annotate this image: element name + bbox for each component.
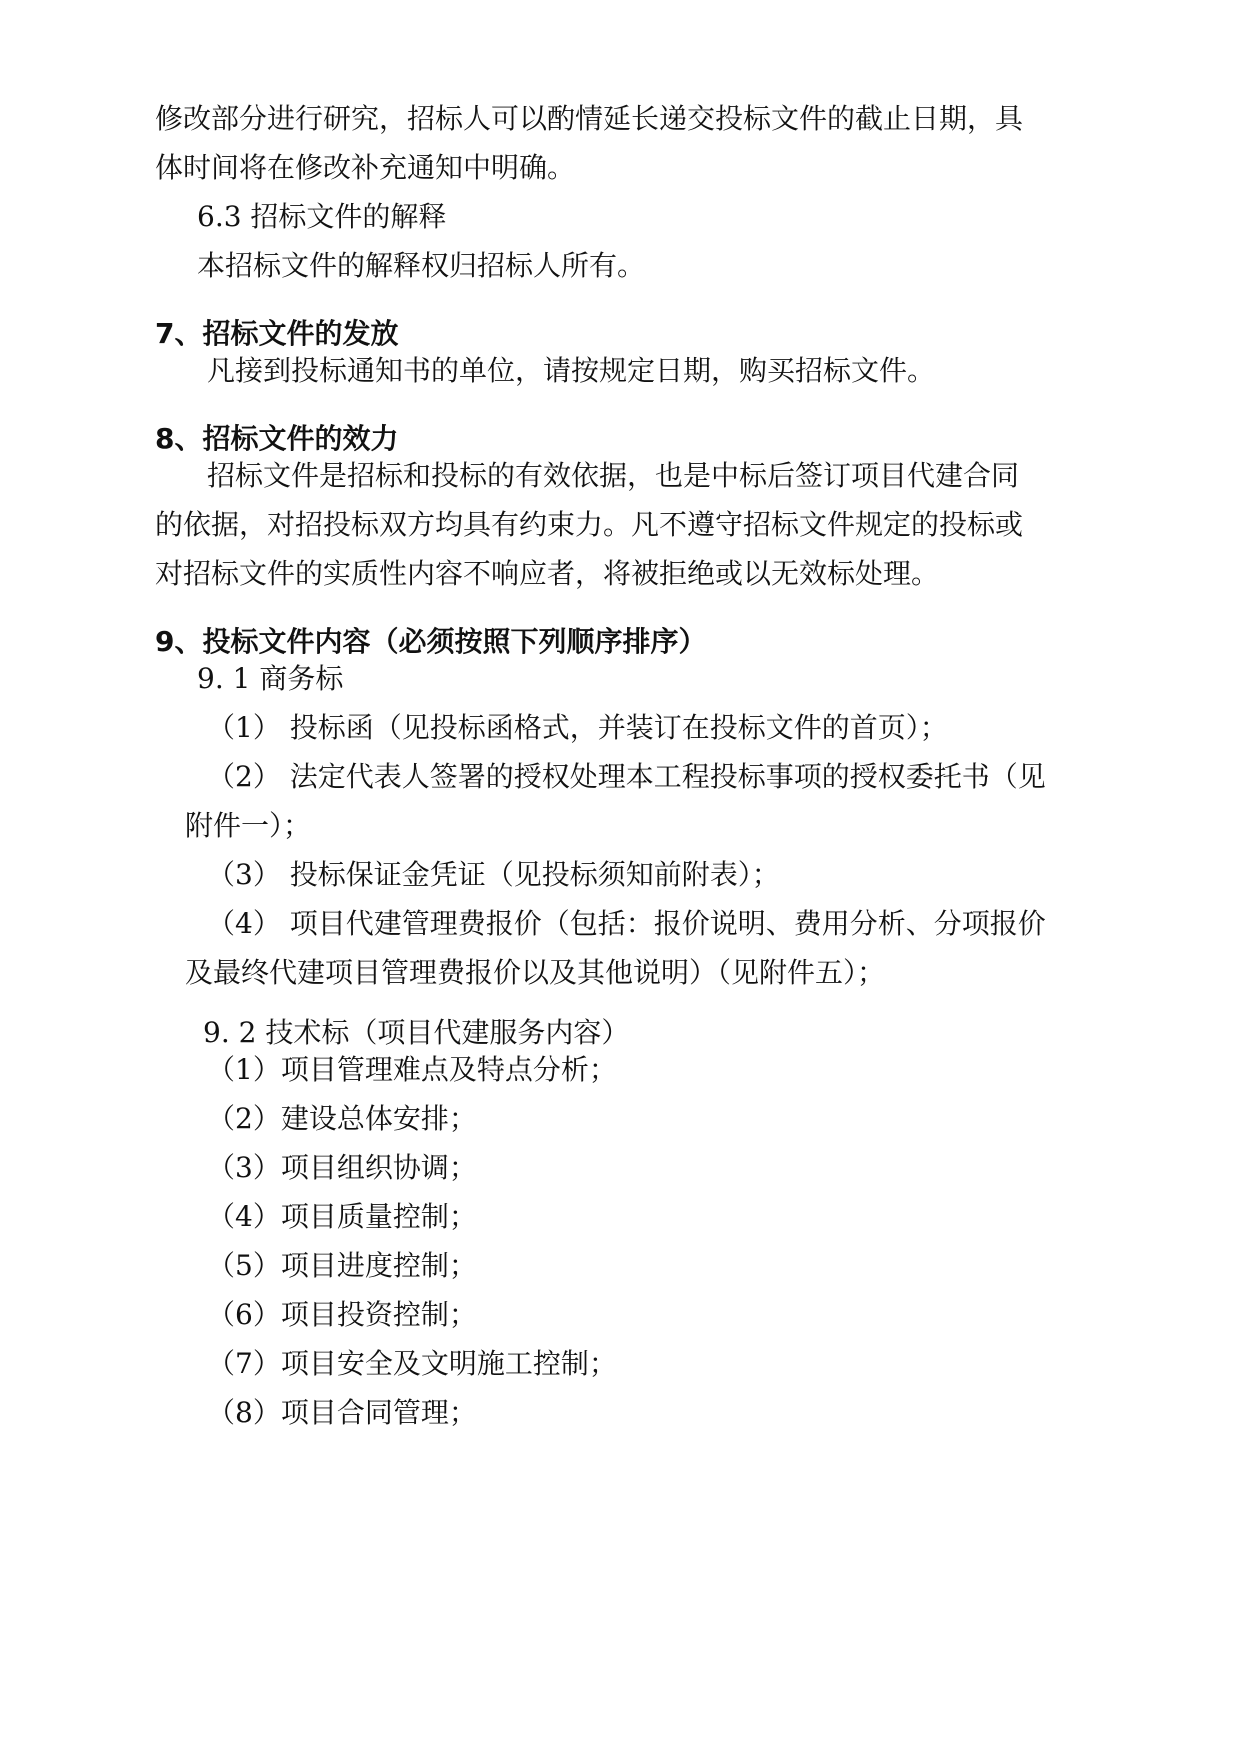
subsection-title: 9. 1 商务标 — [197, 662, 344, 695]
list-item-continuation: 及最终代建项目管理费报价以及其他说明）（见附件五）； — [185, 956, 886, 989]
list-item: （2） 法定代表人签署的授权处理本工程投标事项的授权委托书（见 — [207, 760, 1046, 793]
list-item: （3） 投标保证金凭证（见投标须知前附表）； — [207, 858, 780, 891]
paragraph-line: 招标文件是招标和投标的有效依据，也是中标后签订项目代建合同 — [207, 459, 1020, 492]
list-item: （4） 项目代建管理费报价（包括：报价说明、费用分析、分项报价 — [207, 907, 1046, 940]
subsection-title: 6.3 招标文件的解释 — [197, 200, 447, 233]
paragraph-line: 修改部分进行研究，招标人可以酌情延长递交投标文件的截止日期，具 — [155, 102, 1024, 135]
list-item-continuation: 附件一）； — [185, 809, 312, 842]
section-heading: 9、投标文件内容（必须按照下列顺序排序） — [155, 625, 707, 658]
paragraph-line: 凡接到投标通知书的单位，请按规定日期，购买招标文件。 — [207, 354, 936, 387]
section-heading: 8、招标文件的效力 — [155, 422, 399, 455]
paragraph-line: 的依据，对招投标双方均具有约束力。凡不遵守招标文件规定的投标或 — [155, 508, 1024, 541]
paragraph-line: 体时间将在修改补充通知中明确。 — [155, 151, 576, 184]
list-item: （8）项目合同管理； — [207, 1396, 477, 1429]
list-item: （6）项目投资控制； — [207, 1298, 477, 1331]
paragraph-line: 对招标文件的实质性内容不响应者，将被拒绝或以无效标处理。 — [155, 557, 940, 590]
list-item: （7）项目安全及文明施工控制； — [207, 1347, 617, 1380]
paragraph-line: 本招标文件的解释权归招标人所有。 — [197, 249, 646, 282]
list-item: （1） 投标函（见投标函格式，并装订在投标文件的首页）； — [207, 711, 948, 744]
list-item: （4）项目质量控制； — [207, 1200, 477, 1233]
section-heading: 7、招标文件的发放 — [155, 317, 399, 350]
list-item: （2）建设总体安排； — [207, 1102, 477, 1135]
list-item: （1）项目管理难点及特点分析； — [207, 1053, 617, 1086]
list-item: （3）项目组织协调； — [207, 1151, 477, 1184]
list-item: （5）项目进度控制； — [207, 1249, 477, 1282]
subsection-title: 9. 2 技术标（项目代建服务内容） — [203, 1016, 630, 1049]
